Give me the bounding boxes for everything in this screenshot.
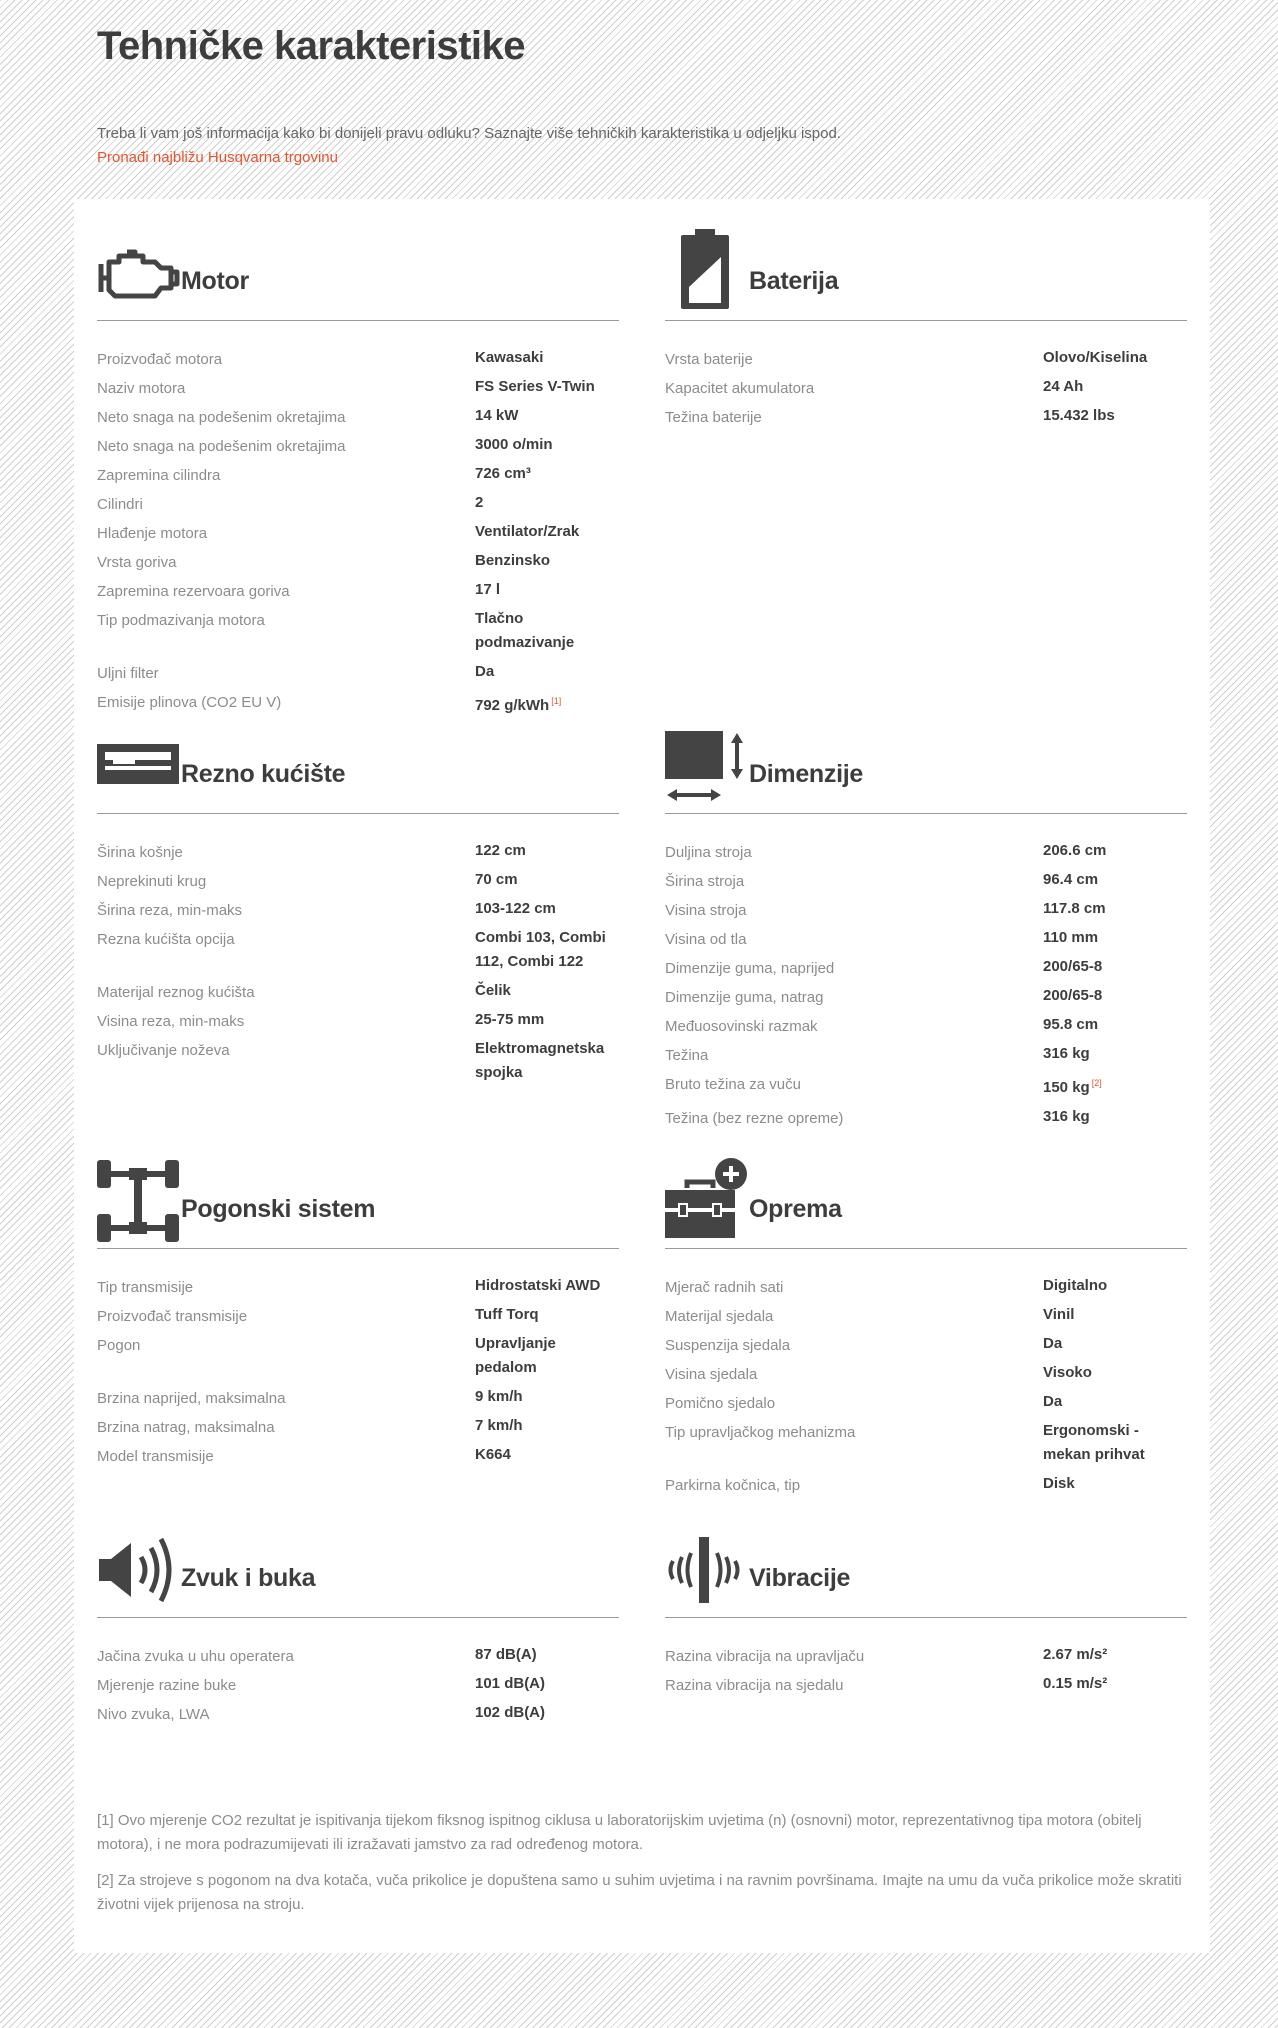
spec-value <box>475 1331 619 1384</box>
section-title: Motor <box>181 267 249 295</box>
spec-value <box>475 345 619 374</box>
spec-row <box>97 345 619 374</box>
spec-value-text: 726 cm³ <box>475 465 531 482</box>
engine-icon <box>97 244 181 306</box>
spec-value-text: Kawasaki <box>475 349 544 366</box>
spec-row <box>97 606 619 659</box>
section-dimenzije <box>665 713 1187 1133</box>
spec-label: Razina vibracija na upravljaču <box>665 1648 865 1665</box>
spec-label: Širina košnje <box>97 844 183 861</box>
spec-value-text: 96.4 cm <box>1043 871 1099 888</box>
spec-label: Međuosovinski razmak <box>665 1018 818 1035</box>
spec-label: Model transmisije <box>97 1448 214 1465</box>
spec-value <box>475 1007 619 1036</box>
spec-value <box>1043 1012 1187 1041</box>
spec-label: Širina reza, min-maks <box>97 902 243 919</box>
spec-value-text: 2.67 m/s² <box>1043 1646 1108 1663</box>
spec-value-text: Disk <box>1043 1475 1075 1492</box>
spec-label: Duljina stroja <box>665 844 752 861</box>
spec-value-text: Ergonomski - mekan prihvat <box>1043 1422 1145 1463</box>
spec-value-text: Visoko <box>1043 1364 1092 1381</box>
spec-value-text: 25-75 mm <box>475 1011 545 1028</box>
spec-label: Tip podmazivanja motora <box>97 612 265 629</box>
spec-row <box>665 1041 1187 1070</box>
spec-label: Rezna kućišta opcija <box>97 931 235 948</box>
spec-value-text: Da <box>1043 1393 1063 1410</box>
spec-value-text: 316 kg <box>1043 1108 1090 1125</box>
spec-label: Hlađenje motora <box>97 525 208 542</box>
spec-value <box>475 1671 619 1700</box>
section-motor <box>97 220 619 722</box>
spec-label: Cilindri <box>97 496 143 513</box>
section-header <box>665 1148 1187 1249</box>
spec-value <box>1043 1331 1187 1360</box>
spec-row <box>97 1036 619 1089</box>
spec-row <box>665 954 1187 983</box>
spec-label: Brzina naprijed, maksimalna <box>97 1390 286 1407</box>
spec-value-text: Tuff Torq <box>475 1306 539 1323</box>
spec-value <box>1043 867 1187 896</box>
spec-value-text: 3000 o/min <box>475 436 553 453</box>
spec-row <box>97 1413 619 1442</box>
spec-label: Materijal reznog kućišta <box>97 984 255 1001</box>
intro-text: Treba li vam još informacija kako bi donijeli pravu odluku? Saznajte više tehničkih karakteristika u odjeljku ispod. <box>97 125 841 142</box>
spec-value-text: 70 cm <box>475 871 518 888</box>
spec-value-text: 200/65-8 <box>1043 987 1103 1004</box>
spec-row <box>97 1671 619 1700</box>
battery-icon <box>679 229 731 311</box>
spec-value-text: FS Series V-Twin <box>475 378 595 395</box>
spec-value-text: Combi 103, Combi 112, Combi 122 <box>475 929 606 970</box>
spec-value <box>475 548 619 577</box>
footnote-1: [1] Ovo mjerenje CO2 rezultat je ispitivanja tijekom fiksnog ispitnog ciklusa u laboratorijskim uvjetima (n) (osnovni) motor, reprezentativnog tipa motora (obitelj motora), i ne mora podrazumijevati ili izražavati jamstvo za rad određenog motora. <box>97 1812 1142 1853</box>
spec-value <box>1043 1070 1187 1104</box>
spec-label: Neto snaga na podešenim okretajima <box>97 409 346 426</box>
spec-value <box>475 1302 619 1331</box>
section-header <box>665 713 1187 814</box>
spec-value <box>475 1036 619 1089</box>
spec-value-text: Ventilator/Zrak <box>475 523 580 540</box>
spec-row <box>665 925 1187 954</box>
spec-row <box>665 1642 1187 1671</box>
vibration-icon <box>665 1535 747 1605</box>
spec-label: Visina reza, min-maks <box>97 1013 245 1030</box>
spec-value-text: Hidrostatski AWD <box>475 1277 601 1294</box>
spec-value-text: 200/65-8 <box>1043 958 1103 975</box>
spec-label: Neto snaga na podešenim okretajima <box>97 438 346 455</box>
spec-value-text: 2 <box>475 494 484 511</box>
spec-label: Mjerač radnih sati <box>665 1279 784 1296</box>
section-title: Pogonski sistem <box>181 1195 376 1223</box>
spec-value <box>1043 374 1187 403</box>
section-oprema <box>665 1148 1187 1500</box>
section-title: Oprema <box>749 1195 842 1223</box>
spec-label: Visina od tla <box>665 931 747 948</box>
spec-value-text: Tlačno podmazivanje <box>475 610 575 651</box>
spec-value-text: 15.432 lbs <box>1043 407 1115 424</box>
spec-row <box>97 1273 619 1302</box>
spec-rows <box>97 345 619 722</box>
spec-value <box>475 1384 619 1413</box>
spec-value-text: 95.8 cm <box>1043 1016 1099 1033</box>
spec-row <box>665 1471 1187 1500</box>
spec-label: Suspenzija sjedala <box>665 1337 791 1354</box>
spec-label: Naziv motora <box>97 380 186 397</box>
section-pogonski <box>97 1148 619 1471</box>
footnote-2: [2] Za strojeve s pogonom na dva kotača, vuča prikolice je dopuštena samo u suhim uvjetima i na ravnim površinama. Imajte na umu da vuča prikolice može skratiti životni vijek prijenosa na stroju. <box>97 1872 1182 1913</box>
cutting-deck-icon <box>97 744 179 788</box>
section-title: Vibracije <box>749 1564 851 1592</box>
spec-value-text: 102 dB(A) <box>475 1704 546 1721</box>
spec-row <box>97 925 619 978</box>
section-zvuk <box>97 1517 619 1729</box>
section-header <box>97 1148 619 1249</box>
spec-value-text: 7 km/h <box>475 1417 523 1434</box>
spec-label: Uljni filter <box>97 665 159 682</box>
spec-label: Pogon <box>97 1337 141 1354</box>
spec-value-text: 122 cm <box>475 842 526 859</box>
spec-rows <box>665 1273 1187 1500</box>
toolbox-plus-icon <box>665 1158 749 1240</box>
spec-value-text: 316 kg <box>1043 1045 1090 1062</box>
spec-label: Visina sjedala <box>665 1366 758 1383</box>
spec-rows <box>665 345 1187 432</box>
spec-row <box>665 1331 1187 1360</box>
spec-label: Bruto težina za vuču <box>665 1076 801 1093</box>
spec-label: Mjerenje razine buke <box>97 1677 237 1694</box>
spec-label: Zapremina rezervoara goriva <box>97 583 290 600</box>
spec-label: Nivo zvuka, LWA <box>97 1706 210 1723</box>
section-vibracije <box>665 1517 1187 1700</box>
spec-row <box>97 1384 619 1413</box>
spec-value-text: K664 <box>475 1446 511 1463</box>
footnotes <box>97 1809 1187 1929</box>
spec-row <box>665 867 1187 896</box>
spec-row <box>97 896 619 925</box>
spec-value-text: Čelik <box>475 982 511 999</box>
spec-value-text: Upravljanje pedalom <box>475 1335 556 1376</box>
spec-value-text: 206.6 cm <box>1043 842 1107 859</box>
spec-rows <box>665 1642 1187 1700</box>
spec-value <box>1043 954 1187 983</box>
spec-label: Dimenzije guma, natrag <box>665 989 824 1006</box>
spec-row <box>97 374 619 403</box>
spec-label: Jačina zvuka u uhu operatera <box>97 1648 294 1665</box>
section-title: Rezno kućište <box>181 760 346 788</box>
spec-value-text: 14 kW <box>475 407 519 424</box>
spec-rows <box>97 1642 619 1729</box>
drive-system-icon <box>97 1160 179 1242</box>
spec-value <box>475 925 619 978</box>
spec-value-text: Benzinsko <box>475 552 551 569</box>
spec-value-text: Da <box>475 663 495 680</box>
spec-value <box>1043 838 1187 867</box>
spec-value <box>475 490 619 519</box>
spec-row <box>665 1418 1187 1471</box>
spec-row <box>665 345 1187 374</box>
spec-row <box>665 1360 1187 1389</box>
spec-value <box>1043 1360 1187 1389</box>
spec-value-text: 117.8 cm <box>1043 900 1106 917</box>
section-title: Baterija <box>749 267 839 295</box>
spec-label: Vrsta goriva <box>97 554 177 571</box>
spec-value <box>1043 983 1187 1012</box>
spec-label: Tip upravljačkog mehanizma <box>665 1424 856 1441</box>
spec-label: Uključivanje noževa <box>97 1042 230 1059</box>
spec-value-text: 17 l <box>475 581 501 598</box>
spec-value <box>1043 1041 1187 1070</box>
find-store-link[interactable]: Pronađi najbližu Husqvarna trgovinu <box>97 149 338 166</box>
spec-value <box>475 896 619 925</box>
spec-row <box>97 461 619 490</box>
spec-value <box>475 1442 619 1471</box>
spec-label: Širina stroja <box>665 873 745 890</box>
spec-label: Proizvođač motora <box>97 351 223 368</box>
section-header <box>665 1517 1187 1618</box>
spec-value <box>475 519 619 548</box>
spec-label: Vrsta baterije <box>665 351 753 368</box>
spec-value-text: Digitalno <box>1043 1277 1108 1294</box>
spec-row <box>97 867 619 896</box>
spec-value <box>1043 1104 1187 1133</box>
spec-row <box>97 1442 619 1471</box>
spec-value <box>1043 1671 1187 1700</box>
page-header <box>97 18 1197 170</box>
spec-row <box>97 659 619 688</box>
spec-label: Pomično sjedalo <box>665 1395 776 1412</box>
spec-row <box>97 1642 619 1671</box>
section-title: Dimenzije <box>749 760 863 788</box>
spec-row <box>665 1302 1187 1331</box>
spec-row <box>665 1012 1187 1041</box>
footnote-ref[interactable]: [1] <box>551 696 562 706</box>
spec-value <box>475 659 619 688</box>
spec-label: Emisije plinova (CO2 EU V) <box>97 694 282 711</box>
spec-value-text: 792 g/kWh <box>475 697 550 714</box>
spec-value-text: Vinil <box>1043 1306 1075 1323</box>
spec-row <box>97 978 619 1007</box>
spec-label: Težina baterije <box>665 409 762 426</box>
spec-value <box>1043 925 1187 954</box>
spec-value <box>475 1413 619 1442</box>
spec-row <box>97 403 619 432</box>
spec-label: Težina <box>665 1047 709 1064</box>
spec-value <box>1043 1302 1187 1331</box>
spec-row <box>665 838 1187 867</box>
spec-row <box>665 1070 1187 1104</box>
spec-row <box>665 1671 1187 1700</box>
spec-label: Dimenzije guma, naprijed <box>665 960 835 977</box>
spec-label: Tip transmisije <box>97 1279 194 1296</box>
spec-row <box>665 403 1187 432</box>
section-header <box>97 1517 619 1618</box>
spec-value <box>475 403 619 432</box>
page-title: Tehničke karakteristike <box>97 24 526 68</box>
section-header <box>97 713 619 814</box>
spec-rows <box>97 838 619 1089</box>
spec-label: Zapremina cilindra <box>97 467 221 484</box>
section-header <box>665 220 1187 321</box>
spec-label: Materijal sjedala <box>665 1308 774 1325</box>
section-title: Zvuk i buka <box>181 1564 316 1592</box>
spec-value <box>1043 1642 1187 1671</box>
spec-value-text: 103-122 cm <box>475 900 556 917</box>
spec-value <box>1043 1273 1187 1302</box>
spec-value <box>1043 1418 1187 1471</box>
spec-label: Razina vibracija na sjedalu <box>665 1677 844 1694</box>
dimensions-icon <box>665 731 747 807</box>
footnote-ref[interactable]: [2] <box>1091 1078 1102 1088</box>
spec-label: Neprekinuti krug <box>97 873 207 890</box>
spec-value-text: 24 Ah <box>1043 378 1084 395</box>
spec-row <box>665 1273 1187 1302</box>
spec-value-text: 87 dB(A) <box>475 1646 537 1663</box>
section-header <box>97 220 619 321</box>
spec-row <box>97 548 619 577</box>
spec-value <box>475 1700 619 1729</box>
spec-row <box>665 896 1187 925</box>
spec-value-text: 0.15 m/s² <box>1043 1675 1108 1692</box>
spec-value <box>475 978 619 1007</box>
spec-value <box>475 374 619 403</box>
spec-value <box>475 432 619 461</box>
speaker-icon <box>97 1535 179 1605</box>
spec-label: Težina (bez rezne opreme) <box>665 1110 844 1127</box>
spec-label: Kapacitet akumulatora <box>665 380 815 397</box>
spec-value <box>475 606 619 659</box>
section-baterija <box>665 220 1187 432</box>
spec-value-text: 101 dB(A) <box>475 1675 546 1692</box>
spec-value <box>475 1273 619 1302</box>
spec-row <box>97 1700 619 1729</box>
spec-value <box>475 577 619 606</box>
spec-row <box>665 983 1187 1012</box>
spec-row <box>665 1389 1187 1418</box>
spec-row <box>665 1104 1187 1133</box>
spec-row <box>97 490 619 519</box>
spec-row <box>97 519 619 548</box>
spec-value <box>1043 403 1187 432</box>
spec-value-text: Olovo/Kiselina <box>1043 349 1148 366</box>
spec-value <box>1043 345 1187 374</box>
specs-card <box>74 199 1210 1953</box>
spec-label: Parkirna kočnica, tip <box>665 1477 801 1494</box>
spec-row <box>97 838 619 867</box>
spec-row <box>97 1007 619 1036</box>
spec-value <box>475 1642 619 1671</box>
spec-value <box>1043 1471 1187 1500</box>
spec-rows <box>97 1273 619 1471</box>
spec-value-text: 110 mm <box>1043 929 1099 946</box>
spec-row <box>665 374 1187 403</box>
spec-row <box>97 432 619 461</box>
spec-value-text: Elektromagnetska spojka <box>475 1040 605 1081</box>
spec-row <box>97 1331 619 1384</box>
spec-rows <box>665 838 1187 1133</box>
section-rezno <box>97 713 619 1089</box>
spec-row <box>97 577 619 606</box>
spec-label: Brzina natrag, maksimalna <box>97 1419 275 1436</box>
spec-value <box>475 867 619 896</box>
spec-row <box>97 1302 619 1331</box>
spec-value-text: Da <box>1043 1335 1063 1352</box>
spec-label: Proizvođač transmisije <box>97 1308 248 1325</box>
spec-value <box>475 838 619 867</box>
spec-value-text: 9 km/h <box>475 1388 523 1405</box>
spec-value <box>475 461 619 490</box>
spec-value-text: 150 kg <box>1043 1079 1090 1096</box>
spec-value <box>1043 896 1187 925</box>
spec-value <box>1043 1389 1187 1418</box>
spec-label: Visina stroja <box>665 902 747 919</box>
